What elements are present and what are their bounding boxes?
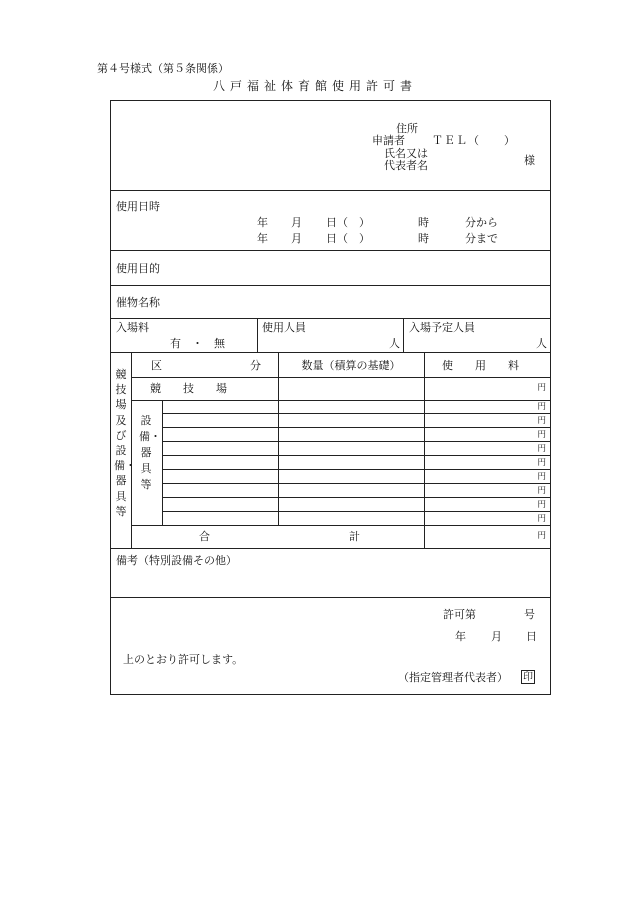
purpose-label: 使用目的: [116, 262, 160, 275]
divider-remarks: [110, 597, 551, 598]
equip-row-line: [162, 497, 551, 498]
yen-equip-5: 円: [537, 458, 546, 468]
permit-day: 日: [526, 630, 537, 643]
equip-row-line: [162, 413, 551, 414]
tel-label: ＴＥＬ（ ）: [432, 134, 516, 147]
equip-row-line: [162, 441, 551, 442]
admission-fee-label: 入場料: [116, 321, 149, 334]
permit-number-suffix: 号: [524, 608, 535, 621]
kubun-header-2: 分: [250, 359, 261, 372]
users-unit: 人: [389, 337, 400, 350]
expected-attendance-unit: 人: [536, 337, 547, 350]
datetime-to-day: 日（ ）: [326, 232, 370, 245]
yen-equip-2: 円: [537, 416, 546, 426]
applicant-label: 申請者: [372, 134, 405, 147]
yen-total: 円: [537, 531, 546, 541]
form-number: 第４号様式（第５条関係）: [97, 62, 229, 75]
admission-divider-2: [403, 318, 404, 352]
kubun-divider: [278, 352, 279, 525]
divider-table: [110, 548, 551, 549]
table-header-line: [131, 377, 551, 378]
permit-year: 年: [455, 630, 466, 643]
equip-row-line: [162, 483, 551, 484]
facility-side-label: 競技場及び設備・器具等: [114, 368, 136, 518]
datetime-to-month: 月: [291, 232, 302, 245]
equip-row-line: [162, 455, 551, 456]
divider-event: [110, 318, 551, 319]
datetime-from-day: 日（ ）: [326, 216, 370, 229]
equipment-label: 設備・器具等: [139, 414, 161, 491]
datetime-to-year: 年: [257, 232, 268, 245]
datetime-from-hour: 時: [418, 216, 429, 229]
yen-equip-3: 円: [537, 430, 546, 440]
yen-arena: 円: [537, 383, 546, 393]
yen-equip-9: 円: [537, 514, 546, 524]
users-label: 使用人員: [262, 321, 306, 334]
table-total-line: [131, 525, 551, 526]
representative-label: 代表者名: [384, 159, 428, 172]
remarks-label: 備考（特別設備その他）: [116, 554, 237, 567]
divider-datetime: [110, 250, 551, 251]
divider-admission: [110, 352, 551, 353]
equip-row-line: [162, 469, 551, 470]
total-label-2: 計: [349, 530, 360, 543]
quantity-header: 数量（積算の基礎）: [301, 359, 401, 372]
datetime-from-minute: 分から: [465, 216, 498, 229]
yen-equip-4: 円: [537, 444, 546, 454]
total-label-1: 合: [199, 530, 210, 543]
divider-applicant: [110, 190, 551, 191]
table-arena-line: [131, 400, 551, 401]
expected-attendance-label: 入場予定人員: [409, 321, 475, 334]
datetime-label: 使用日時: [116, 200, 160, 213]
kubun-header-1: 区: [151, 359, 162, 372]
permit-number-label: 許可第: [443, 608, 476, 621]
yen-equip-7: 円: [537, 486, 546, 496]
admission-fee-value: 有 ・ 無: [170, 337, 225, 350]
fee-divider: [424, 352, 425, 548]
side-label-divider: [131, 352, 132, 548]
admission-divider-1: [257, 318, 258, 352]
honorific: 様: [524, 154, 535, 167]
permit-statement: 上のとおり許可します。: [123, 653, 244, 666]
name-label: 氏名又は: [384, 147, 428, 160]
equip-label-divider: [162, 400, 163, 525]
seal-stamp: 印: [523, 672, 533, 683]
equip-row-line: [162, 427, 551, 428]
yen-equip-8: 円: [537, 500, 546, 510]
divider-purpose: [110, 285, 551, 286]
yen-equip-6: 円: [537, 472, 546, 482]
signer-label: （指定管理者代表者）: [398, 671, 508, 684]
datetime-to-minute: 分まで: [465, 232, 498, 245]
datetime-from-month: 月: [291, 216, 302, 229]
arena-label: 競 技 場: [150, 382, 227, 395]
document-title: 八戸福祉体育館使用許可書: [212, 79, 417, 93]
datetime-from-year: 年: [257, 216, 268, 229]
permit-month: 月: [491, 630, 502, 643]
yen-equip-1: 円: [537, 402, 546, 412]
datetime-to-hour: 時: [418, 232, 429, 245]
address-label: 住所: [396, 122, 418, 135]
fee-header: 使 用 料: [442, 359, 519, 372]
event-name-label: 催物名称: [116, 296, 160, 309]
equip-row-line: [162, 511, 551, 512]
